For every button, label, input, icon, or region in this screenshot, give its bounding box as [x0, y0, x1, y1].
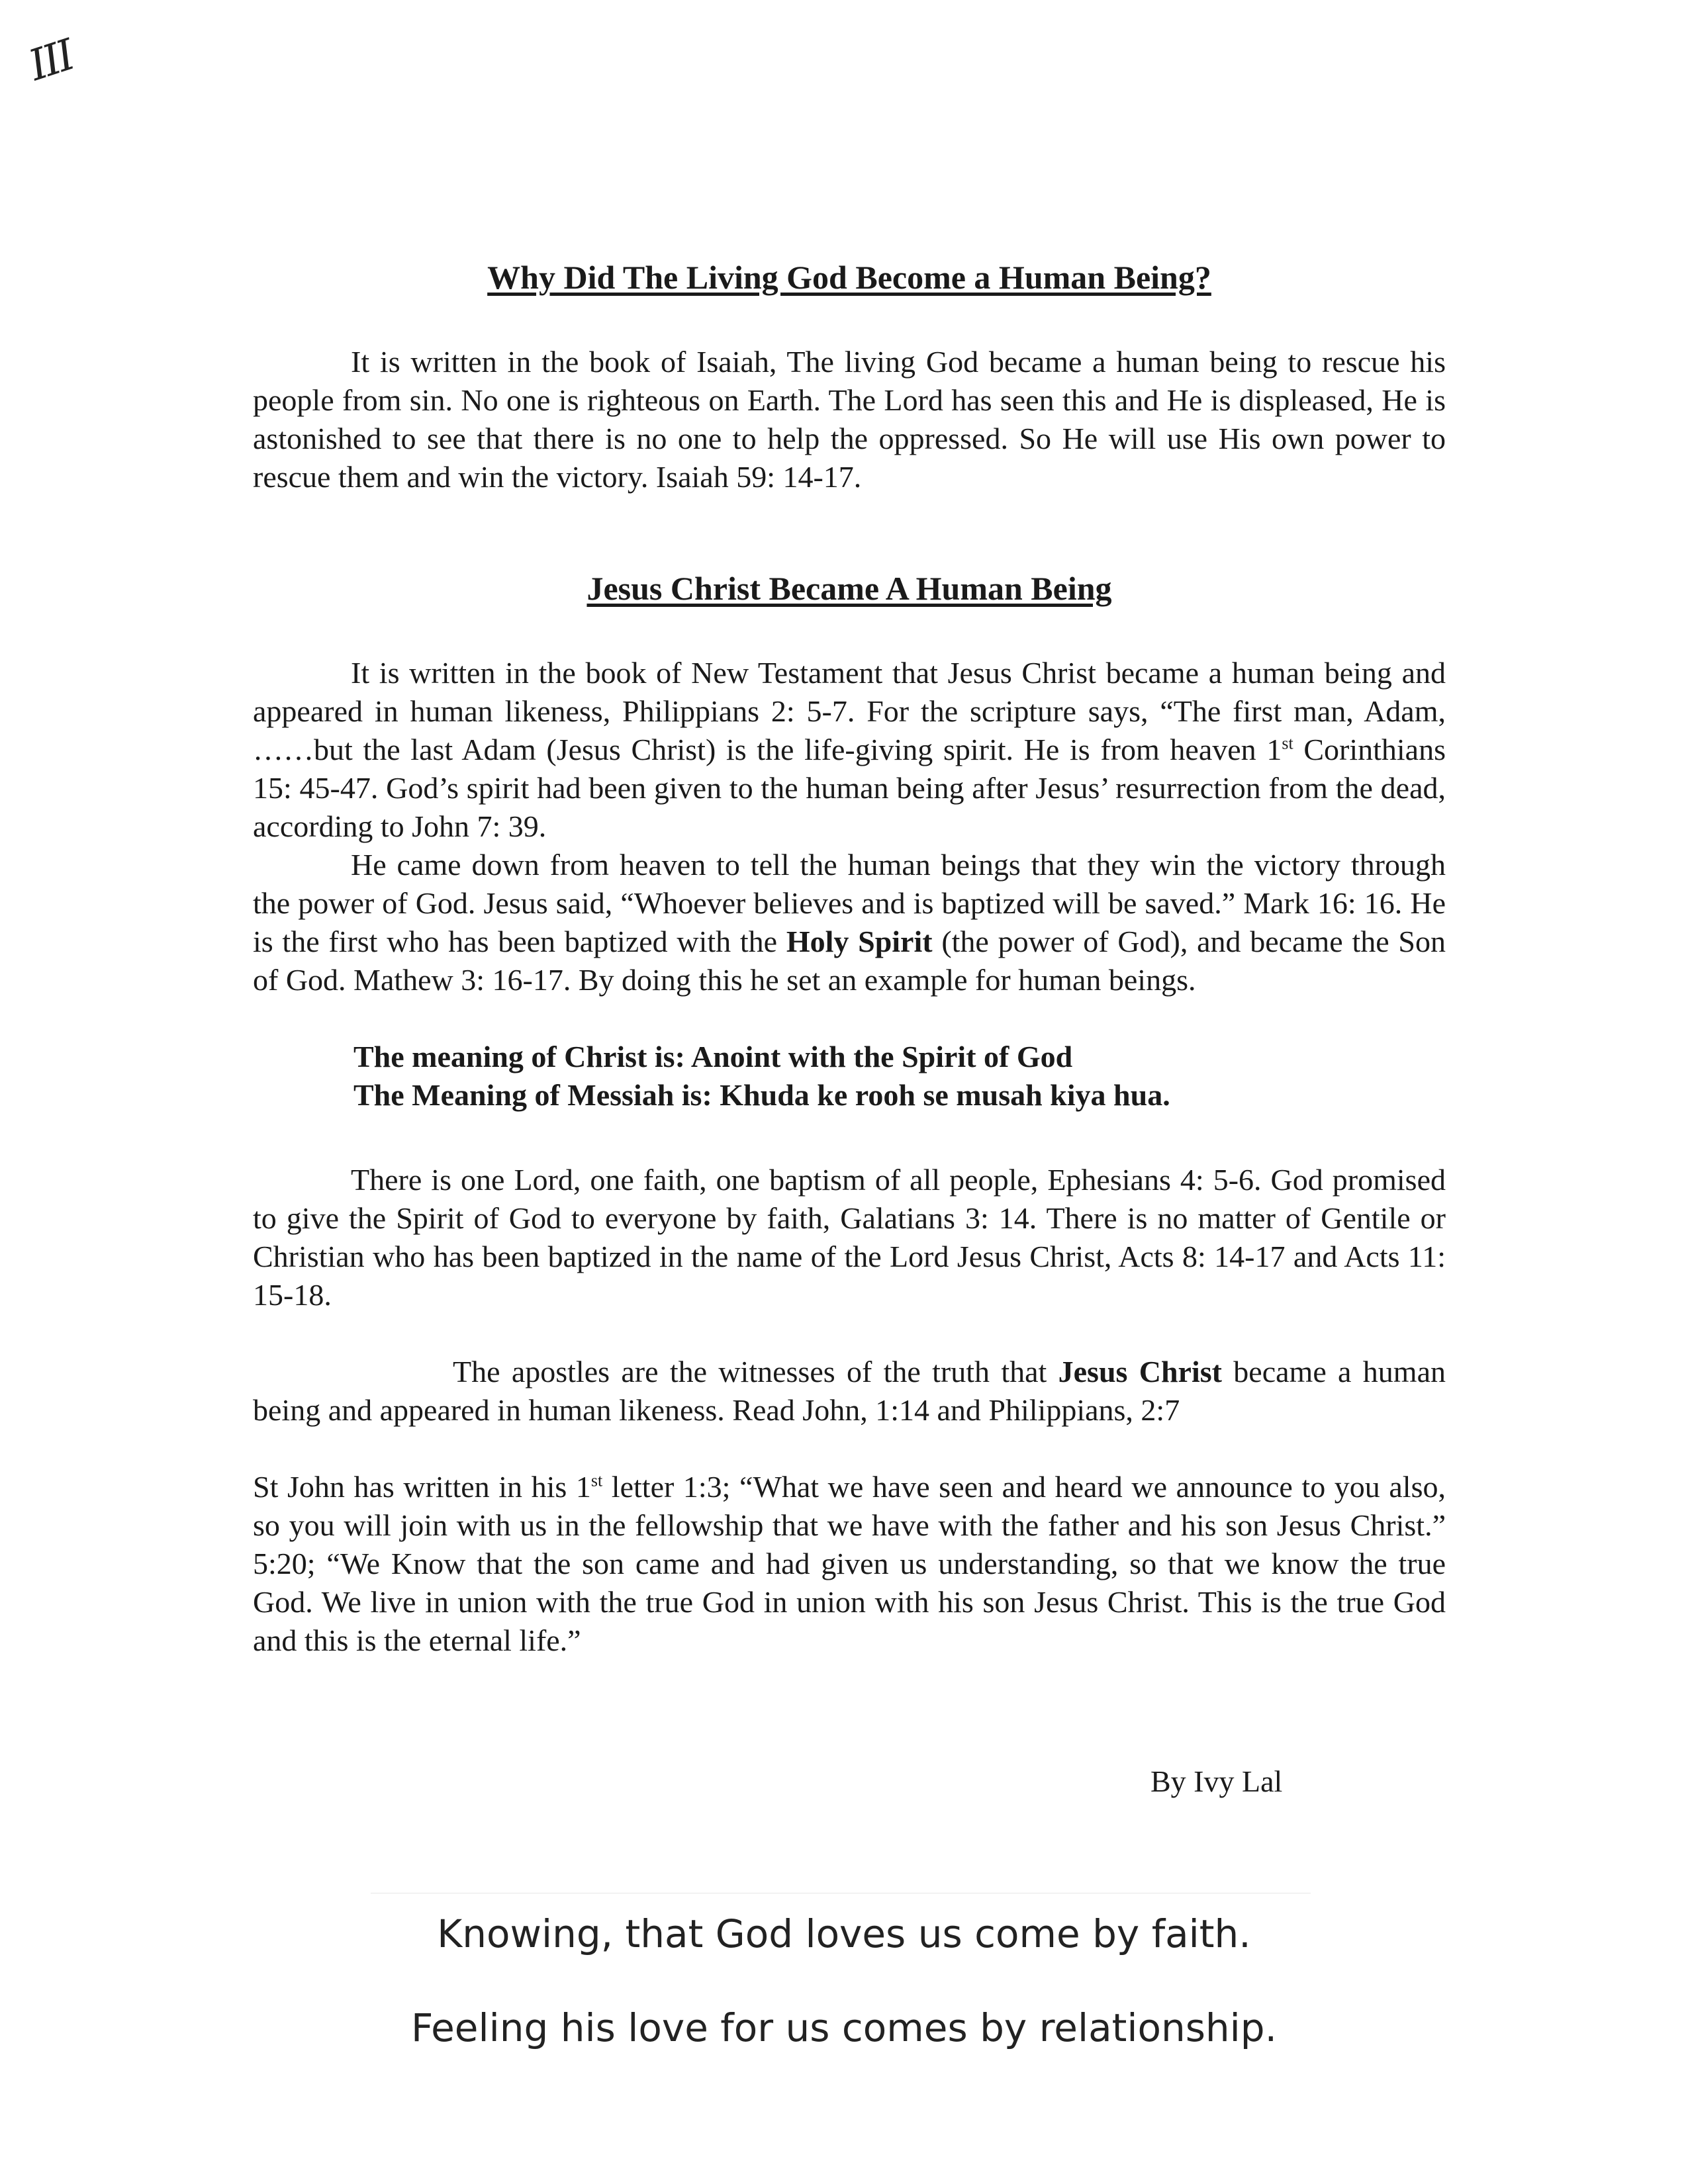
- p1-text-b: Corinthians 15: 45-47. God’s spirit had been given to the human being after Jesus’ resurrection from the dead, according to John 7: 39.: [253, 733, 1446, 843]
- section2-paragraph-4: [253, 1353, 1446, 1430]
- section2-paragraph-3: There is one Lord, one faith, one baptism of all people, Ephesians 4: 5-6. God promised to give the Spirit of God to everyone by faith, Galatians 3: 14. There is no matter of Gentile or Christian who has been baptized in the name of the Lord Jesus Christ, Acts 8: 14-17 and Acts 11: 15-18.: [253, 1163, 1446, 1312]
- document-body: [253, 258, 1446, 1660]
- meaning-of-messiah: The Meaning of Messiah is: Khuda ke rooh se musah kiya hua.: [353, 1078, 1170, 1112]
- section1-paragraph: It is written in the book of Isaiah, The living God became a human being to rescue his people from sin. No one is righteous on Earth. The Lord has seen this and He is displeased, He is astonished to see that there is no one to help the oppressed. So He will use His own power to rescue them and win the victory. Isaiah 59: 14-17.: [253, 345, 1446, 494]
- quote-line-1: Knowing, that God loves us come by faith.: [437, 1911, 1251, 1956]
- p4-text-a: The apostles are the witnesses of the truth that: [453, 1355, 1058, 1388]
- quote-line-2: Feeling his love for us comes by relationship.: [410, 2005, 1278, 2050]
- p2-text-a: He came down from heaven to tell the human beings that they win the victory through the power of God. Jesus said, “Whoever believes and is baptized will be saved.” Mark 16: 16. He is the first who has been baptized with the: [253, 848, 1446, 958]
- p5-text-a: St John has written in his 1: [253, 1470, 591, 1504]
- p4-bold-jesus-christ: Jesus Christ: [1058, 1355, 1222, 1388]
- p5-text-b: letter 1:3; “What we have seen and heard we announce to you also, so you will join with us in the fellowship that we have with the father and his son Jesus Christ.” 5:20; “We Know that the son came and had given us understanding, so that we know the true God. We live in union with the true God in union with his son Jesus Christ. This is the true God and this is the eternal life.”: [253, 1470, 1446, 1657]
- section2-paragraph-5: [253, 1468, 1446, 1660]
- p5-superscript: st: [590, 1471, 603, 1490]
- page-number-mark: III: [23, 30, 79, 91]
- p1-superscript: st: [1282, 733, 1293, 753]
- section2-title: Jesus Christ Became A Human Being: [586, 570, 1112, 607]
- section2-paragraph-2: [253, 846, 1446, 999]
- p2-bold-holy-spirit: Holy Spirit: [786, 925, 933, 958]
- p1-text-a: It is written in the book of New Testament that Jesus Christ became a human being and appeared in human likeness, Philippians 2: 5-7. For the scripture says, “The first man, Adam, ……but the last Adam (Jesus Christ) is the life-giving spirit. He is from heaven 1: [253, 656, 1446, 766]
- author-signature: By Ivy Lal: [1150, 1764, 1283, 1798]
- section1-title: Why Did The Living God Become a Human Being?: [487, 259, 1211, 296]
- p4-text-b: became a human being and appeared in human likeness. Read John, 1:14 and Philippians, 2:7: [253, 1355, 1446, 1427]
- p2-text-b: (the power of God), and became the Son of God. Mathew 3: 16-17. By doing this he set an example for human beings.: [253, 925, 1446, 997]
- section2-paragraph-1: [253, 654, 1446, 846]
- meaning-of-christ: The meaning of Christ is: Anoint with the Spirit of God: [353, 1040, 1073, 1073]
